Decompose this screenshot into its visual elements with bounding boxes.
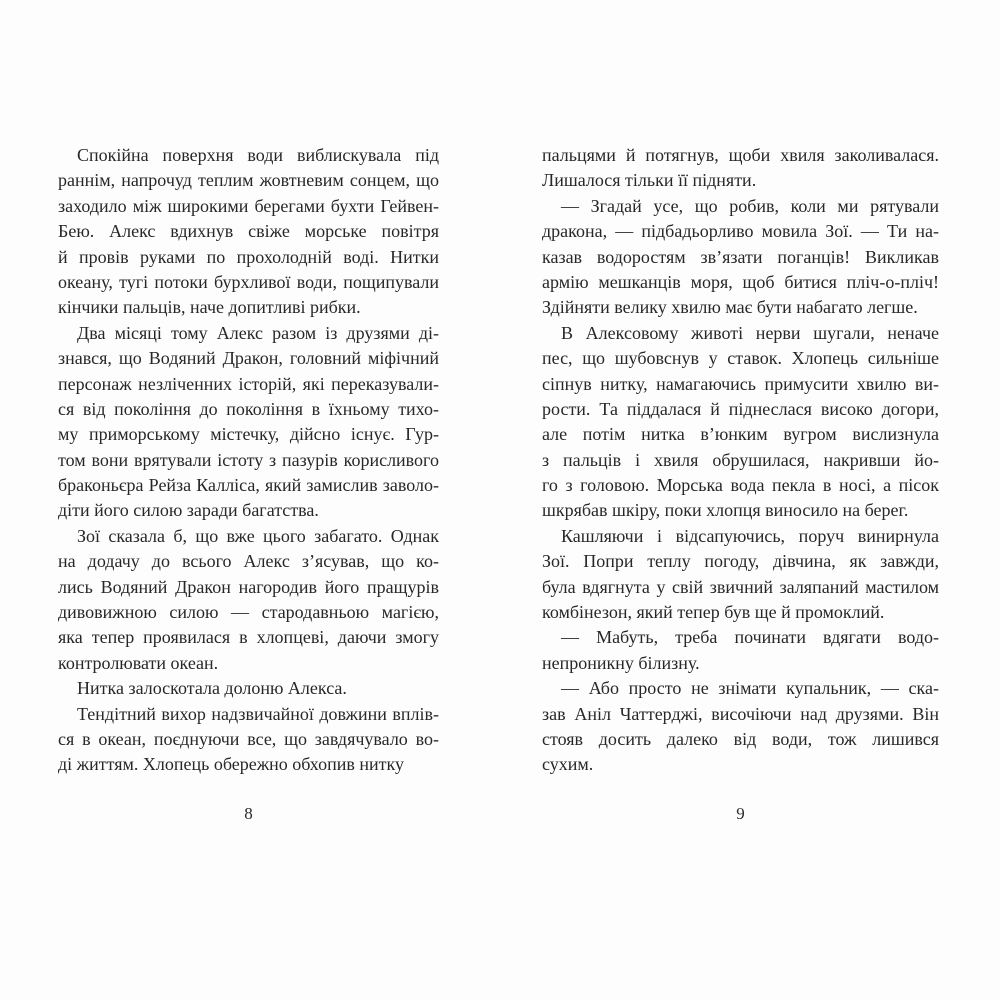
text-line: Тендітний вихор надзвичайної довжини вплів-	[77, 703, 439, 724]
text-line: Лишалося тільки її підняти.	[542, 170, 757, 191]
text-line: пальцями й потягнув, щоби хвиля заколивалася.	[542, 145, 939, 165]
text-line: — Мабуть, треба починати вдягати водо-	[561, 627, 939, 648]
text-line: Кашляючи і відсапуючись, поруч винирнула	[561, 525, 939, 546]
text-line: казав водоростям зв’язати поганців! Викликав	[542, 246, 939, 267]
text-line: кінчики пальців, наче допитливі рибки.	[58, 297, 361, 318]
text-line: стояв досить далеко від води, тож лишився	[542, 728, 939, 749]
text-line: лись Водяний Дракон нагородив його пращурів	[58, 576, 439, 597]
text-line: армію мешканців моря, щоб битися пліч-о-пліч!	[542, 271, 939, 292]
text-line: контролювати океан.	[58, 652, 219, 673]
page-right-text	[542, 143, 939, 778]
text-line: ся в океан, поєднуючи все, що завдячувало во-	[58, 728, 439, 749]
page-left-text	[58, 143, 439, 778]
page-number-right: 9	[736, 804, 745, 823]
text-line: В Алексовому животі нерви шугали, неначе	[561, 322, 939, 343]
text-line: Два місяці тому Алекс разом із друзями ді-	[77, 322, 439, 343]
page-left	[0, 0, 490, 1000]
text-line: сухим.	[542, 754, 594, 775]
text-line: ся від покоління до покоління в їхньому тихо-	[58, 398, 439, 419]
text-line: шкрябав шкіру, поки хлопця виносило на берег.	[542, 500, 909, 521]
text-line: го з головою. Морська вода пекла в носі, а пісок	[542, 475, 939, 496]
text-line: океану, тугі потоки бурхливої води, пощипували	[58, 271, 439, 292]
text-line: Зої. Попри теплу погоду, дівчина, як завжди,	[542, 551, 939, 572]
text-line: діти його силою заради багатства.	[58, 500, 319, 521]
text-line: ді життям. Хлопець обережно обхопив нитку	[58, 754, 404, 775]
text-line: раннім, напрочуд теплим жовтневим сонцем, що	[58, 170, 439, 191]
text-line: рости. Та піддалася й піднеслася високо догори,	[542, 398, 939, 419]
page-number-left: 8	[244, 804, 253, 823]
text-line: пес, що шубовснув у ставок. Хлопець сильніше	[542, 348, 939, 369]
text-line: — Згадай усе, що робив, коли ми рятували	[561, 195, 939, 216]
text-line: на додачу до всього Алекс з’ясував, що ко-	[58, 551, 439, 572]
text-line: заходило між широкими берегами бухти Гейвен-	[58, 195, 439, 216]
text-line: дивовижною силою — стародавньою магією,	[58, 602, 439, 623]
page-right	[490, 0, 1000, 1000]
text-line: але потім нитка в’юнким вугром вислизнула	[542, 424, 939, 445]
text-line: сіпнув нитку, намагаючись примусити хвилю ви-	[542, 373, 939, 394]
text-line: комбінезон, який тепер був ще й промоклий.	[542, 602, 885, 623]
text-line: яка тепер проявилася в хлопцеві, даючи змогу	[58, 627, 439, 648]
text-line: том вони врятували істоту з пазурів корисливого	[58, 449, 439, 470]
text-line: непроникну білизну.	[542, 652, 700, 673]
text-line: дракона, — підбадьорливо мовила Зої. — Ти на-	[542, 221, 939, 242]
text-line: Спокійна поверхня води виблискувала під	[77, 145, 439, 165]
text-line: Здійняти велику хвилю має бути набагато легше.	[542, 297, 918, 318]
text-line: й провів руками по прохолодній воді. Нитки	[58, 246, 439, 267]
text-line: з пальців і хвиля обрушилася, накривши йо-	[542, 449, 939, 470]
text-line: му приморському містечку, дійсно існує. Гур-	[58, 424, 439, 445]
text-line: браконьєра Рейза Калліса, який замислив заволо-	[58, 475, 439, 496]
text-line: зав Аніл Чаттерджі, височіючи над друзями. Він	[542, 703, 939, 724]
text-line: Нитка залоскотала долоню Алекса.	[77, 678, 347, 699]
text-line: знався, що Водяний Дракон, головний міфічний	[58, 348, 439, 369]
text-line: персонаж незліченних історій, які переказували-	[58, 373, 439, 394]
text-line: Бею. Алекс вдихнув свіже морське повітря	[58, 221, 439, 242]
text-line: — Або просто не знімати купальник, — ска-	[561, 678, 939, 699]
text-line: була вдягнута у свій звичний заляпаний мастилом	[542, 576, 939, 597]
text-line: Зої сказала б, що вже цього забагато. Однак	[77, 525, 439, 546]
